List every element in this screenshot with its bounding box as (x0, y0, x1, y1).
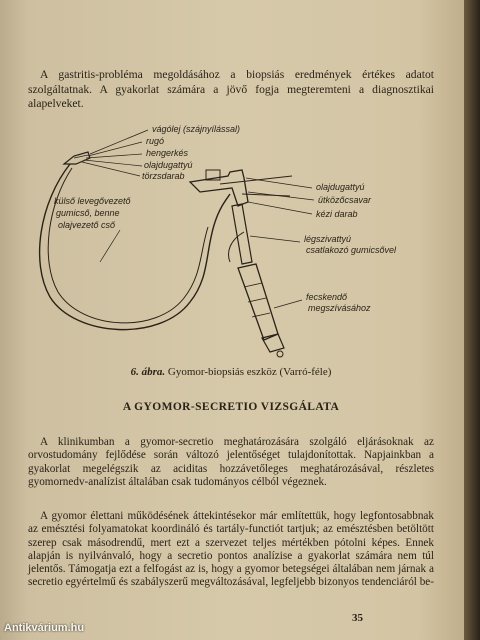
label-legszivattyu-2: csatlakozó gumicsővel (306, 245, 397, 255)
watermark-text: Antikvárium.hu (4, 622, 85, 634)
intro-paragraph: A gastritis-probléma megoldásához a biopsiás eredmények értékes adatot szolgáltatnak. A gyakorlat számára a jövő fogja megteremteni a diagnosztikai alapelveket. (28, 68, 434, 111)
label-fecskendo-1: fecskendő (306, 292, 348, 302)
label-utkozocsavar: ütközőcsavar (318, 195, 372, 205)
biopsy-device-drawing (30, 112, 450, 362)
page-edge (464, 0, 480, 640)
paragraph-1: A klinikumban a gyomor-secretio meghatározására szolgáló eljárásoknak az orvostudomány fejlődése során változó jelentőséget tulajdonítottak. Napjainkban a gyakorlat megelégszik az aciditas hozzávetőleges meghatározásával, részletes gyomornedv-analízist általában csak tudományos célból végeznek. (28, 436, 434, 488)
label-torzsdarab: törzsdarab (142, 171, 185, 181)
label-olajdugattyu-right: olajdugattyú (316, 182, 365, 192)
section-title: A GYOMOR-SECRETIO VIZSGÁLATA (122, 401, 340, 413)
tube-loop (40, 164, 230, 330)
figure-caption-text: Gyomor-biopsiás eszköz (Varró-féle) (167, 366, 332, 378)
tube-loop-inner (48, 168, 208, 323)
syringe (238, 264, 278, 340)
page-number: 35 (352, 612, 363, 624)
label-hengerkes: hengerkés (146, 148, 189, 158)
label-fecskendo-2: megszívásához (308, 303, 371, 313)
label-legszivattyu-1: légszivattyú (304, 234, 352, 244)
label-kulso-vezeto-2: gumicső, benne (56, 208, 120, 218)
label-rugo: rugó (146, 136, 165, 146)
label-vagolej: vágólej (szájnyílással) (152, 124, 241, 134)
figure-caption (28, 366, 434, 378)
label-kezi-darab: kézi darab (316, 209, 358, 219)
label-kulso-vezeto-1: külső levegővezető (54, 196, 131, 206)
stem (232, 204, 252, 264)
label-olajdugattyu-left: olajdugattyú (144, 160, 193, 170)
paragraph-2: A gyomor élettani működésének áttekintésekor már említettük, hogy legfontosabbnak az emésztési folyamatokat koordináló és tartály-functiót tartjuk; az emésztésben betöltött szerep csak másodrendű, mert ezt a szervezet teljes mértékben pótolni képes. Ennek alapján is nyilvánvaló, hogy a secretio pontos analízise a gyakorlat számára nem túl jelentős. Támogatja ezt a felfogást az is, hogy a gyomor betegségei általában nem járnak a secretio egyértelmű és szabályszerű megváltozásával, legfeljebb bizonyos tendenciáról be- (28, 510, 434, 589)
figure-biopsy-device (30, 112, 450, 362)
handle-body (190, 170, 248, 206)
figure-number: 6. ábra. (130, 366, 166, 378)
label-kulso-vezeto-3: olajvezető cső (58, 220, 116, 230)
